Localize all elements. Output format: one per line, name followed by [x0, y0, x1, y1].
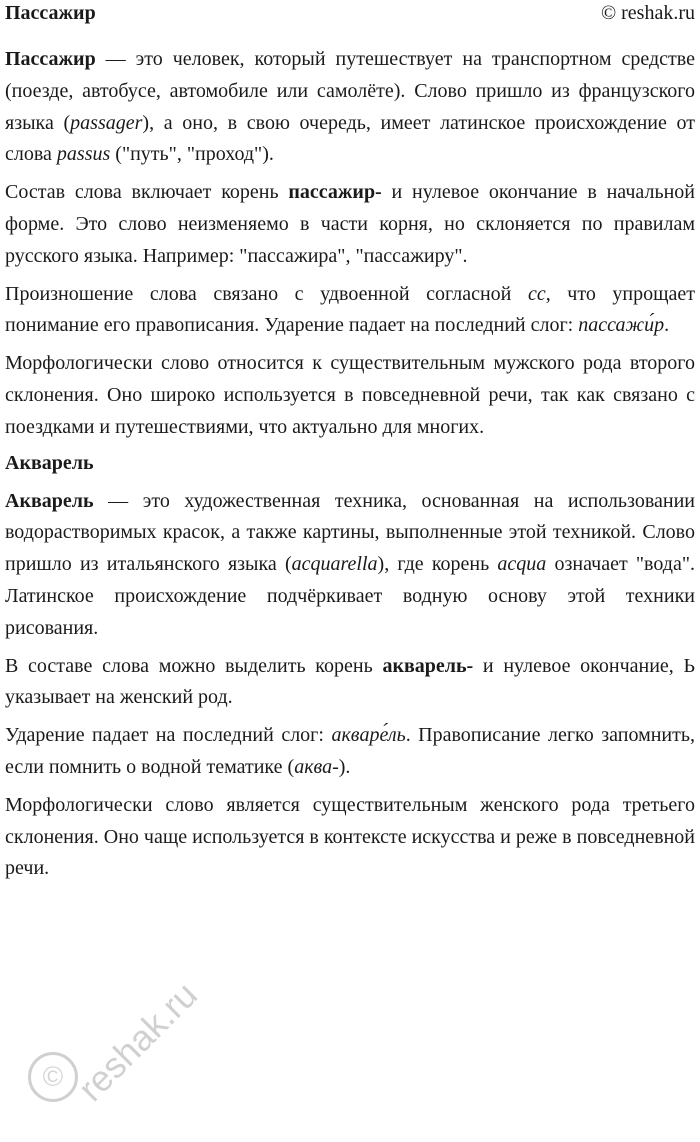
- paragraph-passenger-morphology: Морфологически слово относится к существительным мужского рода второго склонения. Оно широко используется в повседневной речи, так как связано с поездками и путешествиями, что актуально для многих.: [5, 352, 695, 438]
- copyright-icon: ©: [28, 1052, 78, 1102]
- paragraph-passenger-composition: Состав слова включает корень пассажир- и нулевое окончание в начальной форме. Это слово неизменяемо в части корня, но склоняется по правилам русского языка. Например: "пассажира", "пассажиру".: [5, 181, 695, 267]
- paragraph-passenger-pronunciation: Произношение слова связано с удвоенной согласной сс, что упрощает понимание его правописания. Ударение падает на последний слог: пассажи́р.: [5, 282, 695, 337]
- paragraph-watercolor-stress: Ударение падает на последний слог: аквaре́ль. Правописание легко запомнить, если помнить о водной тематике (аква-).: [5, 724, 695, 778]
- term-watercolor: Акварель: [5, 489, 94, 512]
- page-title: Пассажир: [5, 2, 96, 24]
- watermark: [0, 960, 206, 1140]
- site-brand: © reshak.ru: [600, 2, 695, 24]
- paragraph-passenger-definition: Пассажир — это человек, который путешествует на транспортном средстве (поезде, автобусе, автомобиле или самолёте). Слово пришло из французского языка (passager), а оно, в свою очередь, имеет латинское происхождение от слова passus ("путь", "проход").: [5, 48, 695, 166]
- paragraph-watercolor-composition: В составе слова можно выделить корень акварель- и нулевое окончание, Ь указывает на женский род.: [5, 654, 696, 709]
- page-header: [5, 0, 695, 34]
- term-passenger: Пассажир: [5, 48, 96, 70]
- paragraph-watercolor-definition: Акварель — это художественная техника, основанная на использовании водорастворимых красок, а также картины, выполненные этой техникой. Слово пришло из итальянского языка (acquarella), где корень acqua означает "вода". Латинское происхождение подчёркивает водную основу этой техники рисования.: [5, 489, 695, 639]
- document-page: [5, 0, 695, 891]
- watermark-text: reshak.ru: [70, 973, 206, 1109]
- paragraph-watercolor-morphology: Морфологически слово является существительным женского рода третьего склонения. Оно чаще используется в контексте искусства и реже в повседневной речи.: [5, 793, 695, 880]
- section-title-watercolor: Акварель: [5, 451, 94, 474]
